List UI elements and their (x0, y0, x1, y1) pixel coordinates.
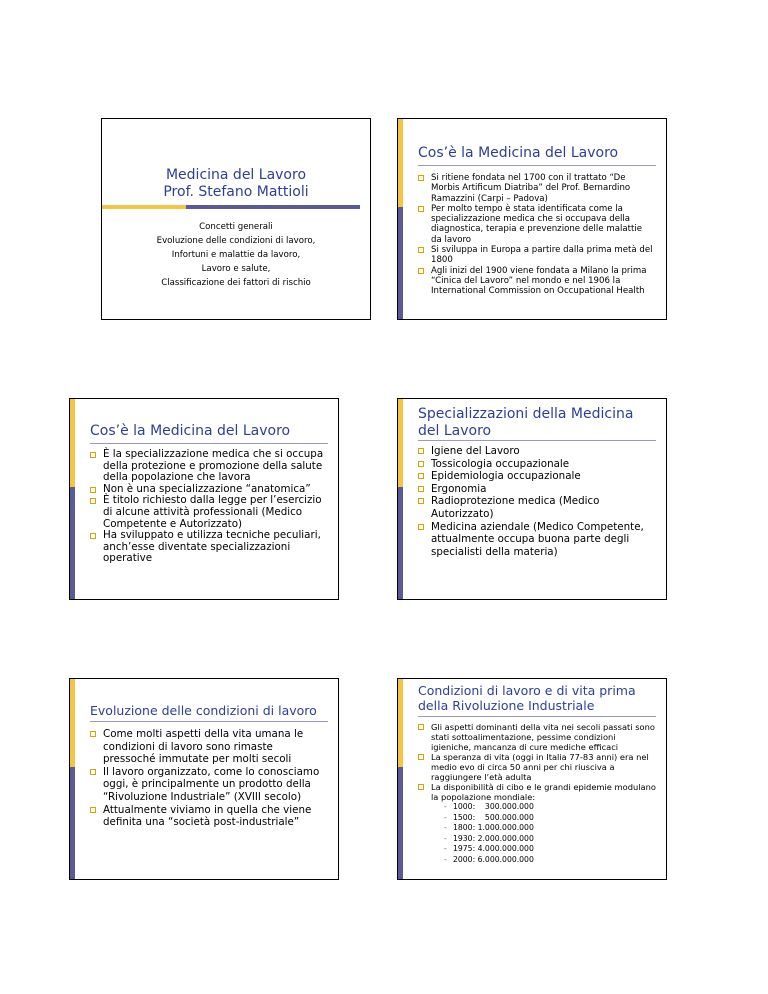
subtitle-block (102, 220, 370, 290)
side-bar-yellow (398, 399, 403, 487)
population-row: - 1800: 1.000.000.000 (444, 823, 656, 834)
bullet-square-icon (418, 524, 424, 530)
bullet-text: Epidemiologia occupazionale (431, 470, 581, 483)
title-line-1: Medicina del Lavoro (165, 167, 307, 183)
bullet-square-icon (418, 754, 424, 760)
bullet-square-icon (418, 724, 424, 730)
population-list (431, 802, 656, 865)
bullet-item (90, 804, 326, 829)
bullet-item (418, 521, 654, 559)
title-line-2: Prof. Stefano Mattioli (163, 183, 309, 200)
bullet-square-icon (90, 807, 96, 813)
side-bar-yellow (70, 679, 75, 767)
bullet-square-icon (418, 498, 424, 504)
slide-condizioni (397, 678, 667, 880)
title-rule (90, 721, 328, 722)
bullet-list (418, 445, 654, 558)
subtitle-line: Classificazione dei fattori di rischio (161, 278, 311, 288)
bullet-text: Attualmente viviamo in quella che viene definita una “società post-industriale” (103, 803, 312, 829)
side-bar-blue (398, 487, 403, 599)
bullet-item (90, 530, 326, 565)
bullet-square-icon (418, 784, 424, 790)
title-rule (418, 440, 656, 441)
bullet-square-icon (90, 487, 96, 493)
slide-title: Cos’è la Medicina del Lavoro (90, 423, 291, 439)
slide-title: Cos’è la Medicina del Lavoro (418, 145, 619, 161)
bullet-item (418, 245, 654, 266)
bullet-list (418, 722, 656, 865)
bullet-text: Tossicologia occupazionale (431, 457, 570, 470)
slide-cos-e-1 (397, 118, 667, 320)
side-bar-yellow (398, 679, 403, 767)
title-rule (90, 443, 328, 444)
bullet-text: Si sviluppa in Europa a partire dalla prima metà del 1800 (431, 245, 653, 266)
bullet-item (418, 173, 654, 204)
bullet-item (418, 458, 654, 471)
subtitle-line: Lavoro e salute, (201, 264, 271, 274)
bullet-text: Medicina aziendale (Medico Competente, attualmente occupa buona parte degli specialisti della materia) (431, 520, 644, 558)
slide-title (101, 118, 371, 320)
bullet-text: Come molti aspetti della vita umana le condizioni di lavoro sono rimaste pressoché immutate per molti secoli (103, 728, 304, 766)
population-row: - 1975: 4.000.000.000 (444, 844, 656, 855)
bullet-square-icon (418, 247, 424, 253)
bullet-item (418, 782, 656, 865)
presentation-title (102, 167, 370, 201)
bullet-text: Radioprotezione medica (Medico Autorizzato) (431, 495, 600, 520)
bullet-item (90, 766, 326, 804)
slide-title: Condizioni di lavoro e di vita prima della Rivoluzione Industriale (418, 683, 636, 713)
bullet-text: È la specializzazione medica che si occupa della protezione e promozione della salute della popolazione che lavora (103, 448, 324, 484)
bullet-item (418, 495, 654, 520)
title-rule (418, 716, 656, 717)
bullet-square-icon (418, 448, 424, 454)
bullet-square-icon (90, 731, 96, 737)
bullet-square-icon (418, 473, 424, 479)
bullet-square-icon (418, 461, 424, 467)
bullet-text: La speranza di vita (oggi in Italia 77-83 anni) era nel medio evo di circa 50 anni per chi riusciva a raggiungere l’età adulta (431, 752, 649, 782)
bullet-text: È titolo richiesto dalla legge per l’esercizio di alcune attività professionali (Medico Competente e Autorizzato) (103, 494, 322, 530)
bullet-text: Igiene del Lavoro (431, 445, 520, 457)
bullet-square-icon (90, 498, 96, 504)
side-bar-blue (398, 767, 403, 879)
side-bar-blue (70, 767, 75, 879)
slide-title: Specializzazioni della Medicina del Lavoro (418, 406, 634, 439)
bullet-item (418, 722, 656, 752)
bullet-square-icon (90, 769, 96, 775)
bullet-square-icon (418, 206, 424, 212)
bullet-item (418, 266, 654, 297)
bullet-text: Si ritiene fondata nel 1700 con il trattato “De Morbis Artificum Diatriba” del Prof. Bernardino Ramazzini (Carpi – Padova) (431, 173, 631, 204)
bullet-item (418, 483, 654, 496)
accent-bar-yellow (102, 205, 186, 209)
population-row: - 1930: 2.000.000.000 (444, 834, 656, 845)
side-bar-yellow (398, 119, 403, 207)
bullet-square-icon (90, 452, 96, 458)
bullet-square-icon (418, 486, 424, 492)
bullet-text: Agli inizi del 1900 viene fondata a Milano la prima “Cinica del Lavoro” nel mondo e nel 1906 la International Commission on Occupational Health (431, 265, 647, 297)
bullet-item (90, 495, 326, 530)
bullet-item (418, 752, 656, 782)
bullet-text: La disponibilità di cibo e le grandi epidemie modulano la popolazione mondiale: (431, 782, 656, 802)
bullet-text: Non è una specializzazione “anatomica” (103, 482, 311, 495)
bullet-text: Ergonomia (431, 482, 487, 495)
population-row: - 1500: 500.000.000 (444, 813, 656, 824)
bullet-square-icon (418, 175, 424, 181)
bullet-text: Il lavoro organizzato, come lo conosciamo oggi, è principalmente un prodotto della “Rivoluzione Industriale” (XVIII secolo) (103, 765, 320, 803)
bullet-list (418, 173, 654, 297)
bullet-item (90, 449, 326, 484)
slide-specializzazioni (397, 398, 667, 600)
bullet-item (418, 204, 654, 245)
population-row: - 1000: 300.000.000 (444, 802, 656, 813)
side-bar-yellow (70, 399, 75, 487)
title-rule (418, 165, 656, 166)
subtitle-line: Concetti generali (199, 222, 273, 232)
bullet-text: Per molto tempo è stata identificata come la specializzazione medica che si occupava della diagnostica, terapia e prevenzione delle malattie da lavoro (431, 203, 643, 245)
subtitle-line: Evoluzione delle condizioni di lavoro, (156, 236, 316, 246)
slide-title: Evoluzione delle condizioni di lavoro (90, 703, 317, 718)
bullet-list (90, 449, 326, 565)
subtitle-line: Infortuni e malattie da lavoro, (171, 250, 301, 260)
slide-cos-e-2 (69, 398, 339, 600)
bullet-list (90, 728, 326, 829)
population-row: - 2000: 6.000.000.000 (444, 855, 656, 866)
side-bar-blue (398, 207, 403, 319)
side-bar-blue (70, 487, 75, 599)
bullet-item (90, 728, 326, 766)
bullet-square-icon (90, 533, 96, 539)
bullet-square-icon (418, 268, 424, 274)
bullet-item (418, 470, 654, 483)
bullet-text: Ha sviluppato e utilizza tecniche peculiari, anch’esse diventate specializzazioni operative (103, 529, 321, 565)
slide-evoluzione (69, 678, 339, 880)
bullet-text: Gli aspetti dominanti della vita nei secoli passati sono stati sottoalimentazione, pessime condizioni igieniche, mancanza di cure mediche efficaci (431, 722, 655, 752)
bullet-item (418, 445, 654, 458)
